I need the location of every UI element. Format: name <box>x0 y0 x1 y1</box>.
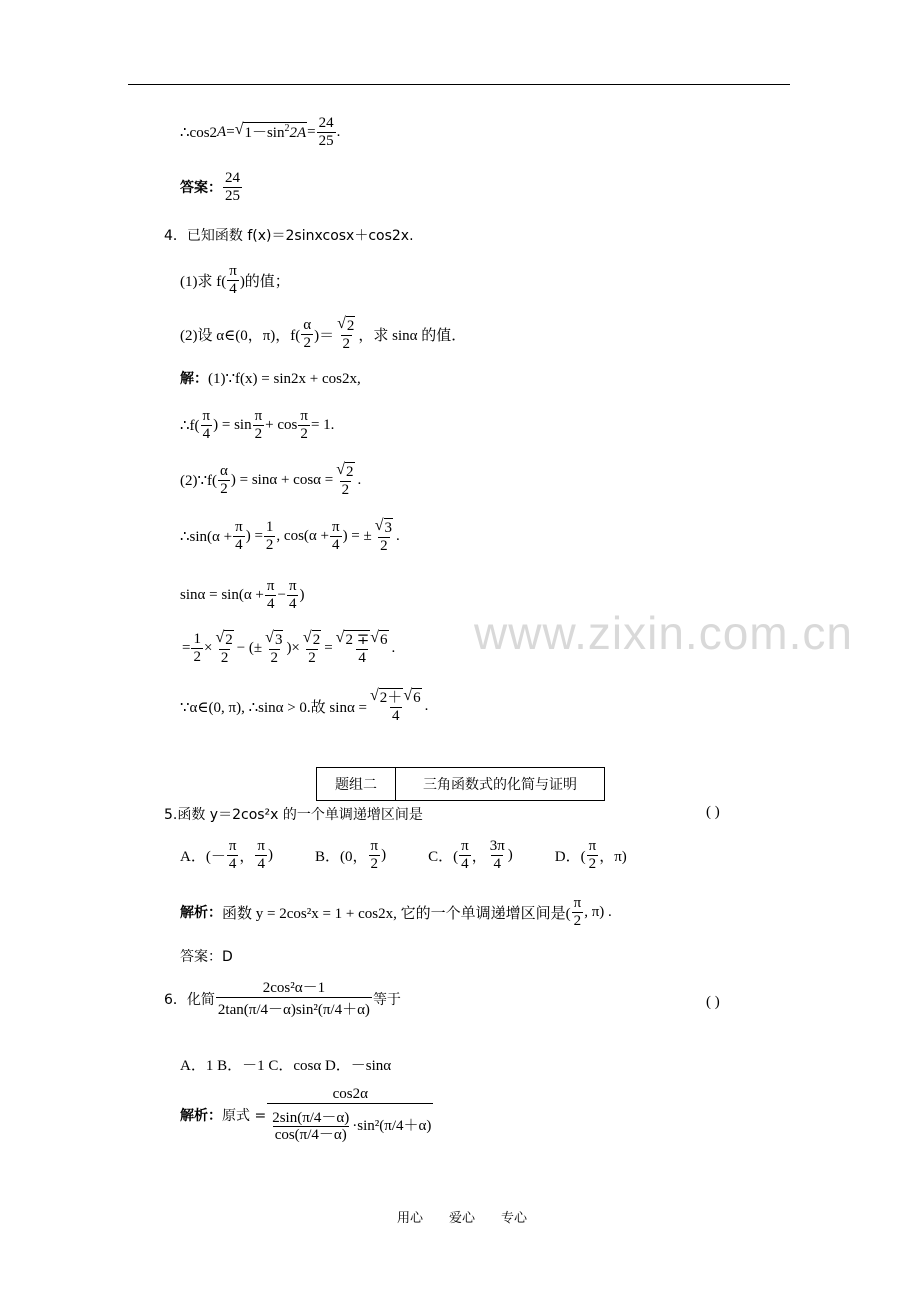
q5-options: A．(－ $\frac{\pi}{4}$ ， $\frac{\pi}{4}$ ) B．(0， $\frac{\pi}{2}$ ) C．( $\frac{\pi}{4}$ ， $\frac{3\pi}{4}$ ) D．( $\frac{\pi}{2}$ ，π) <box>180 838 627 872</box>
solution-4: ∴sin(α + $\frac{\pi}{4}$ ) = $\frac{1}{2}$ , cos(α + $\frac{\pi}{4}$ ) = ± √ 3 2 . <box>180 517 400 554</box>
q5-answer: 答案：D <box>180 949 233 965</box>
q6-options: A．1 B．－1 C．cosα D．－sinα <box>180 1058 392 1074</box>
solution-6: = $\frac{1}{2}$ × √ 2 2 − (± √ 3 2 )× √ 2 2 = √ 2 ∓ √ 6 4 . <box>182 629 396 666</box>
answer-line: 答案： $\frac{24}{25}$ <box>180 170 240 204</box>
solution-5: sinα = sin(α + $\frac{\pi}{4}$ − $\frac{\pi}{4}$ ) <box>180 578 305 612</box>
watermark: www.zixin.com.cn <box>474 607 853 659</box>
footer: 用心 爱心 专心 <box>397 1211 528 1226</box>
group-title: 三角函数式的化简与证明 <box>423 777 577 793</box>
solution-2: ∴f( $\frac{\pi}{4}$ ) = sin $\frac{\pi}{2}$ + cos $\frac{\pi}{2}$ = 1. <box>180 408 335 442</box>
q5-explanation: 解析： 函数 y = 2cos²x = 1 + cos2x, 它的一个单调递增区间是( $\frac{\pi}{2}$ , π) . <box>180 895 612 929</box>
q4-part2: (2)设 α∈(0，π)，f( $\frac{\alpha}{2}$ )＝ √ 2 2 ，求 sinα 的值． <box>180 315 467 352</box>
header-rule <box>128 84 790 85</box>
solution-7: ∵α∈(0, π), ∴sinα > 0.故 sinα = √ 2＋ √ 6 4 . <box>180 687 429 724</box>
question-6: 6．化简 $\frac{\text{2cos²α－1}}{\text{2tan(π/4－α)sin²(π/4＋α)}}$ 等于 <box>164 980 401 1018</box>
question-5: 5.函数 y＝2cos²x 的一个单调递增区间是 <box>164 807 423 823</box>
q6-explanation: 解析： 原式 = cos2α $\frac{2\sin(\pi/4-\alpha)}{\cos(\pi/4-\alpha)}$ ·sin²(π/4＋α) <box>180 1086 432 1143</box>
answer-blank-6: ( ) <box>706 994 720 1010</box>
answer-blank-5: ( ) <box>706 804 720 820</box>
group-label: 题组二 <box>317 768 396 800</box>
solution-1: 解： (1)∵f(x) = sin2x + cos2x, <box>180 370 361 387</box>
solution-3: (2)∵f( $\frac{\alpha}{2}$ ) = sinα + cosα = √ 2 2 . <box>180 461 362 498</box>
question-4: 4．已知函数 f(x)＝2sinxcosx＋cos2x. <box>164 228 414 244</box>
section-header-box <box>316 767 605 801</box>
cos2A-line: ∴cos2 A = √ $1-\sin^22A$ = $\frac{24}{25}$ . <box>180 115 341 149</box>
q4-part1: (1)求 f( $\frac{\pi}{4}$ )的值； <box>180 263 290 297</box>
